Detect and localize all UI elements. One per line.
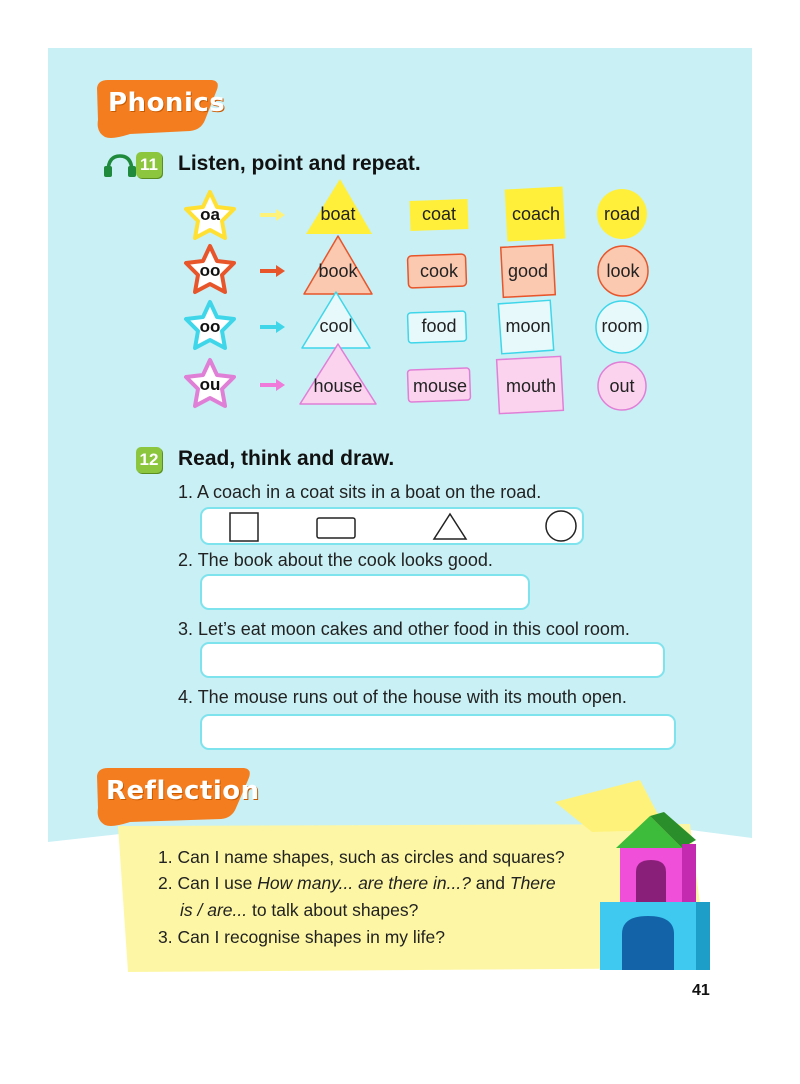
answer-box-2[interactable]: [200, 574, 530, 610]
reflection-item-3: [158, 927, 445, 948]
example-shapes: [202, 509, 582, 543]
word-food[interactable]: food: [421, 316, 457, 336]
answer-box-4[interactable]: [200, 714, 676, 750]
reflection-item-2: [158, 873, 556, 894]
rectangle-icon: [317, 518, 355, 538]
activity-12-badge: 12: [136, 447, 162, 473]
word-moon[interactable]: moon: [505, 316, 551, 336]
answer-box-1[interactable]: [200, 507, 584, 545]
word-good[interactable]: good: [507, 261, 549, 281]
circle-icon: [546, 511, 576, 541]
word-cook[interactable]: cook: [419, 261, 459, 281]
activity-11-title: Listen, point and repeat.: [178, 152, 421, 175]
star-oo-long-label: oo: [199, 261, 221, 280]
word-cool[interactable]: cool: [319, 316, 353, 336]
word-mouth[interactable]: mouth: [505, 376, 557, 396]
word-house[interactable]: house: [313, 376, 363, 396]
activity-11-badge: 11: [136, 152, 162, 178]
answer-box-3[interactable]: [200, 642, 665, 678]
square-icon: [230, 513, 258, 541]
sentence-1: 1. A coach in a coat sits in a boat on the road.: [178, 482, 542, 502]
reflection-item-2-line2: [180, 900, 418, 921]
phonics-title: Phonics: [108, 88, 226, 118]
sentence-4: 4. The mouse runs out of the house with its mouth open.: [178, 687, 627, 707]
star-oa-label: oa: [200, 205, 220, 224]
star-oo-short-label: oo: [199, 317, 221, 336]
word-boat[interactable]: boat: [320, 204, 356, 224]
word-coat[interactable]: coat: [421, 204, 457, 224]
reflection-item-1: [158, 847, 565, 868]
reflection-item-1-num: 1.: [158, 847, 173, 867]
word-mouse[interactable]: mouse: [412, 376, 468, 396]
star-ou-label: ou: [199, 375, 221, 394]
reflection-item-2-mid: and: [470, 873, 510, 893]
activity-12-title: Read, think and draw.: [178, 447, 395, 470]
reflection-item-2-line2-italic: is / are...: [180, 900, 248, 920]
sentence-2: 2. The book about the cook looks good.: [178, 550, 493, 570]
word-road[interactable]: road: [603, 204, 641, 224]
reflection-item-2-pre: Can I use: [177, 873, 258, 893]
word-room[interactable]: room: [601, 316, 643, 336]
word-book[interactable]: book: [318, 261, 358, 281]
page-number: 41: [692, 982, 710, 999]
reflection-item-2-italic2: There: [509, 873, 556, 893]
word-look[interactable]: look: [606, 261, 640, 281]
reflection-item-3-num: 3.: [158, 927, 173, 947]
word-coach[interactable]: coach: [511, 204, 561, 224]
reflection-item-1-text: Can I name shapes, such as circles and squares?: [177, 847, 565, 867]
reflection-item-2-num: 2.: [158, 873, 173, 893]
word-out[interactable]: out: [609, 376, 635, 396]
reflection-item-2-italic1: How many... are there in...?: [257, 873, 471, 893]
reflection-item-3-text: Can I recognise shapes in my life?: [177, 927, 445, 947]
sentence-3: 3. Let’s eat moon cakes and other food in this cool room.: [178, 619, 630, 639]
triangle-icon: [434, 514, 466, 539]
reflection-title: Reflection: [106, 776, 260, 806]
reflection-item-2-line2-post: to talk about shapes?: [247, 900, 419, 920]
